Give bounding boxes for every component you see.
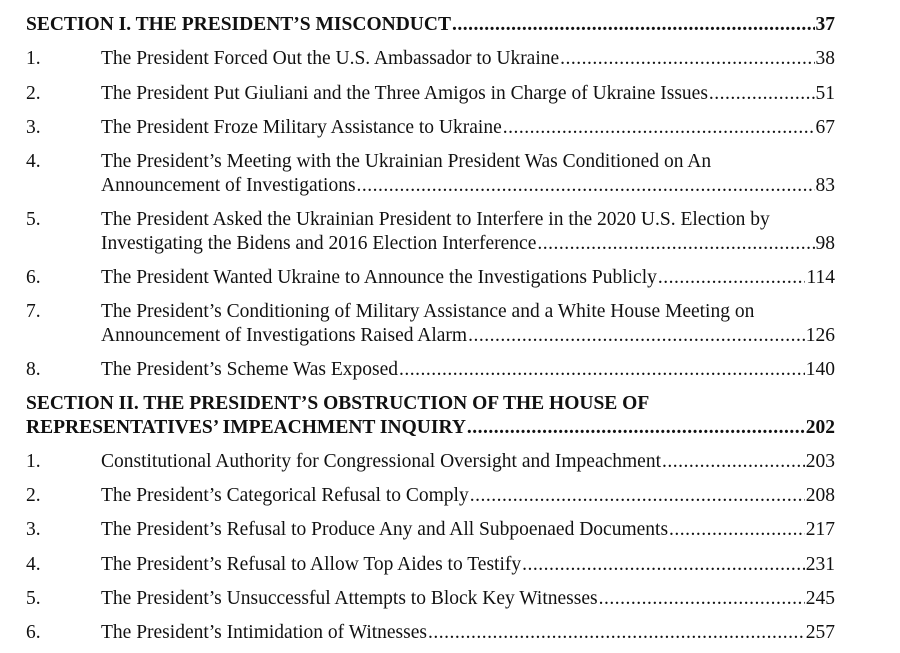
section-1-heading — [26, 13, 835, 37]
leader-dots — [399, 358, 805, 382]
item-number: 6. — [26, 622, 41, 643]
item-number: 8. — [26, 359, 41, 380]
leader-dots — [669, 518, 805, 542]
toc-entry — [101, 621, 835, 645]
toc-entry — [101, 324, 835, 348]
item-number: 3. — [26, 117, 41, 138]
item-number: 5. — [26, 588, 41, 609]
toc-entry — [101, 174, 835, 198]
entry-page: 217 — [805, 519, 835, 540]
item-number: 6. — [26, 267, 41, 288]
section-2-title-line-1: SECTION II. THE PRESIDENT’S OBSTRUCTION OF THE HOUSE OF — [26, 393, 650, 414]
leader-dots — [662, 450, 805, 474]
item-number: 5. — [26, 209, 41, 230]
leader-dots — [658, 266, 806, 290]
entry-title: The President Forced Out the U.S. Ambassador to Ukraine — [101, 48, 560, 69]
item-number: 3. — [26, 519, 41, 540]
item-number: 1. — [26, 451, 41, 472]
entry-title: The President Wanted Ukraine to Announce the Investigations Publicly — [101, 267, 657, 288]
leader-dots — [560, 47, 814, 71]
toc-entry — [101, 358, 835, 382]
toc-entry — [101, 587, 835, 611]
section-2-page: 202 — [805, 417, 835, 438]
item-number: 1. — [26, 48, 41, 69]
entry-title-line-1: The President’s Conditioning of Military Assistance and a White House Meeting on — [101, 301, 755, 322]
entry-title: Announcement of Investigations Raised Alarm — [101, 325, 468, 346]
entry-page: 203 — [805, 451, 835, 472]
leader-dots — [467, 416, 805, 440]
entry-page: 126 — [805, 325, 835, 346]
section-1-title: SECTION I. THE PRESIDENT’S MISCONDUCT — [26, 14, 451, 35]
entry-page: 140 — [805, 359, 835, 380]
entry-page: 51 — [815, 83, 835, 104]
entry-page: 67 — [815, 117, 835, 138]
leader-dots — [470, 484, 805, 508]
section-2-title: REPRESENTATIVES’ IMPEACHMENT INQUIRY — [26, 417, 466, 438]
item-number: 4. — [26, 554, 41, 575]
leader-dots — [522, 553, 805, 577]
leader-dots — [537, 232, 814, 256]
entry-title: The President’s Categorical Refusal to Comply — [101, 485, 469, 506]
leader-dots — [468, 324, 805, 348]
entry-title: The President’s Unsuccessful Attempts to Block Key Witnesses — [101, 588, 598, 609]
entry-title: Constitutional Authority for Congressional Oversight and Impeachment — [101, 451, 661, 472]
toc-entry — [101, 232, 835, 256]
entry-page: 114 — [806, 267, 835, 288]
entry-title: Announcement of Investigations — [101, 175, 356, 196]
entry-title: The President Froze Military Assistance to Ukraine — [101, 117, 502, 138]
toc-entry — [101, 518, 835, 542]
entry-page: 245 — [805, 588, 835, 609]
leader-dots — [599, 587, 805, 611]
section-1-page: 37 — [815, 14, 835, 35]
entry-page: 38 — [815, 48, 835, 69]
leader-dots — [503, 116, 815, 140]
entry-page: 83 — [815, 175, 835, 196]
toc-entry — [101, 47, 835, 71]
entry-title: The President’s Intimidation of Witnesses — [101, 622, 427, 643]
item-number: 7. — [26, 301, 41, 322]
entry-title-line-1: The President’s Meeting with the Ukrainian President Was Conditioned on An — [101, 151, 712, 172]
leader-dots — [452, 13, 815, 37]
entry-page: 257 — [805, 622, 835, 643]
entry-title: The President’s Refusal to Allow Top Aides to Testify — [101, 554, 522, 575]
entry-title: The President’s Scheme Was Exposed — [101, 359, 399, 380]
entry-title: Investigating the Bidens and 2016 Election Interference — [101, 233, 537, 254]
toc-entry — [101, 266, 835, 290]
toc-entry — [101, 82, 835, 106]
section-2-heading — [26, 416, 835, 440]
leader-dots — [357, 174, 815, 198]
item-number: 2. — [26, 83, 41, 104]
toc-entry — [101, 484, 835, 508]
leader-dots — [428, 621, 805, 645]
leader-dots — [709, 82, 815, 106]
toc-entry — [101, 450, 835, 474]
toc-entry — [101, 553, 835, 577]
toc-entry — [101, 116, 835, 140]
item-number: 2. — [26, 485, 41, 506]
entry-title: The President’s Refusal to Produce Any and All Subpoenaed Documents — [101, 519, 669, 540]
entry-title-line-1: The President Asked the Ukrainian President to Interfere in the 2020 U.S. Election by — [101, 209, 770, 230]
entry-page: 231 — [805, 554, 835, 575]
entry-page: 98 — [815, 233, 835, 254]
item-number: 4. — [26, 151, 41, 172]
entry-title: The President Put Giuliani and the Three Amigos in Charge of Ukraine Issues — [101, 83, 708, 104]
entry-page: 208 — [805, 485, 835, 506]
